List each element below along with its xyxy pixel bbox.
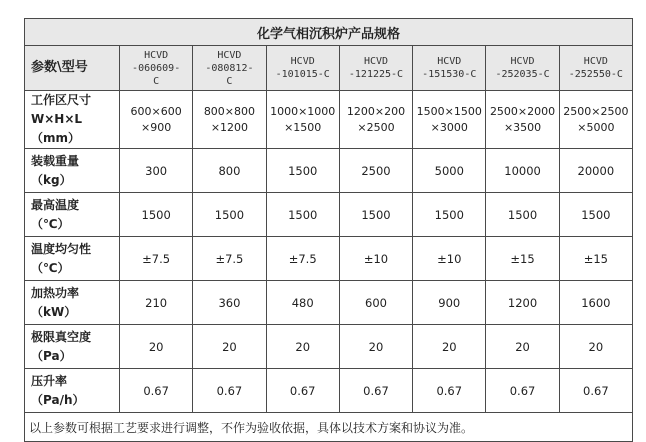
cell-text: 800×800 xyxy=(203,104,256,118)
table-cell: ±15 xyxy=(486,237,559,281)
model-header-cell xyxy=(559,46,632,91)
row-unit: （℃） xyxy=(31,216,70,231)
table-cell xyxy=(559,91,632,149)
model-header-cell xyxy=(266,46,339,91)
table-cell xyxy=(120,91,193,149)
table-cell: 1500 xyxy=(339,193,412,237)
table-cell: 0.67 xyxy=(559,369,632,413)
table-cell: ±10 xyxy=(413,237,486,281)
table-cell: 20 xyxy=(120,325,193,369)
row-label-cell xyxy=(25,281,120,325)
table-cell: 1500 xyxy=(559,193,632,237)
table-row xyxy=(25,149,633,193)
table-cell: 20 xyxy=(193,325,266,369)
row-label-cell xyxy=(25,237,120,281)
param-model-header: 参数\型号 xyxy=(25,46,120,91)
model-header-text: -121225-C xyxy=(348,69,404,80)
row-label-cell xyxy=(25,369,120,413)
table-cell: ±15 xyxy=(559,237,632,281)
table-row xyxy=(25,369,633,413)
table-cell: ±7.5 xyxy=(120,237,193,281)
table-cell: 1500 xyxy=(413,193,486,237)
table-cell: 360 xyxy=(193,281,266,325)
table-cell: 10000 xyxy=(486,149,559,193)
row-label: 温度均匀性 xyxy=(31,241,92,256)
model-header-text: HCVD xyxy=(363,56,389,67)
cell-text: ×900 xyxy=(141,120,172,134)
cell-text: 2500×2500 xyxy=(563,104,629,118)
row-unit: （℃） xyxy=(31,260,70,275)
row-unit: （Pa） xyxy=(31,348,72,363)
table-cell: 2500 xyxy=(339,149,412,193)
table-cell: 20 xyxy=(339,325,412,369)
row-label: 最高温度 xyxy=(31,197,80,212)
row-label: 加热功率 xyxy=(31,285,80,300)
model-header-text: -252550-C xyxy=(568,69,623,80)
row-unit: （kW） xyxy=(31,304,77,319)
cell-text: 1000×1000 xyxy=(270,104,336,118)
table-cell: 0.67 xyxy=(339,369,412,413)
footer-note: 以上参数可根据工艺要求进行调整，不作为验收依据，具体以技术方案和协议为准。 xyxy=(25,413,633,442)
cell-text: 1500×1500 xyxy=(416,104,482,118)
model-header-text: HCVD xyxy=(290,56,315,67)
table-cell: 1500 xyxy=(486,193,559,237)
table-cell: ±10 xyxy=(339,237,412,281)
model-header-text: -151530-C xyxy=(422,69,477,80)
table-cell: 5000 xyxy=(413,149,486,193)
table-cell: 20 xyxy=(413,325,486,369)
model-header-cell xyxy=(339,46,412,91)
model-header-text: HCVD xyxy=(217,49,242,61)
table-row xyxy=(25,237,633,281)
table-cell xyxy=(339,91,412,149)
model-header-text: HCVD xyxy=(510,56,535,67)
table-cell: 20 xyxy=(559,325,632,369)
table-cell: 0.67 xyxy=(486,369,559,413)
spec-table xyxy=(24,18,633,442)
table-cell: 1600 xyxy=(559,281,632,325)
table-cell: 1500 xyxy=(266,149,339,193)
cell-text: ×1500 xyxy=(284,120,322,134)
model-header-cell xyxy=(193,46,266,91)
table-title: 化学气相沉积炉产品规格 xyxy=(25,19,633,46)
model-header-text: HCVD xyxy=(437,56,462,67)
model-header-text: C xyxy=(226,75,233,87)
table-cell: 0.67 xyxy=(413,369,486,413)
table-cell: 1500 xyxy=(120,193,193,237)
model-header-text: HCVD xyxy=(144,49,169,61)
table-cell: 300 xyxy=(120,149,193,193)
row-label-cell xyxy=(25,91,120,149)
model-header-text: C xyxy=(153,75,160,87)
cell-text: ×5000 xyxy=(577,120,615,134)
cell-text: 2500×2000 xyxy=(489,104,556,118)
cell-text: ×1200 xyxy=(210,120,249,134)
cell-text: ×3500 xyxy=(503,120,542,134)
cell-text: 600×600 xyxy=(130,104,182,118)
model-header-text: HCVD xyxy=(583,56,608,67)
row-unit: W×H×L（mm） xyxy=(31,112,83,145)
model-header-cell xyxy=(413,46,486,91)
row-label-cell xyxy=(25,149,120,193)
table-cell: 20000 xyxy=(559,149,632,193)
table-row xyxy=(25,193,633,237)
table-cell: 1200 xyxy=(486,281,559,325)
table-cell: 20 xyxy=(266,325,339,369)
table-cell: 0.67 xyxy=(120,369,193,413)
row-label-cell xyxy=(25,193,120,237)
table-cell: 900 xyxy=(413,281,486,325)
table-cell: 1500 xyxy=(193,193,266,237)
model-header-text: -101015-C xyxy=(275,69,330,80)
model-header-text: -060609- xyxy=(132,62,181,74)
table-cell: 600 xyxy=(339,281,412,325)
table-cell: 0.67 xyxy=(193,369,266,413)
model-header-cell xyxy=(486,46,559,91)
table-cell: ±7.5 xyxy=(266,237,339,281)
table-cell xyxy=(413,91,486,149)
row-label: 极限真空度 xyxy=(31,329,92,344)
model-header-text: -080812- xyxy=(205,62,254,74)
table-cell xyxy=(486,91,559,149)
cell-text: ×2500 xyxy=(357,120,395,134)
table-row xyxy=(25,91,633,149)
model-header-text: -252035-C xyxy=(495,69,550,80)
table-row xyxy=(25,281,633,325)
row-label: 压升率 xyxy=(31,373,68,388)
model-header-cell xyxy=(120,46,193,91)
header-row xyxy=(25,46,633,91)
table-cell: 210 xyxy=(120,281,193,325)
table-cell xyxy=(193,91,266,149)
table-row xyxy=(25,325,633,369)
row-unit: （Pa/h） xyxy=(31,392,85,407)
table-cell: ±7.5 xyxy=(193,237,266,281)
table-cell: 1500 xyxy=(266,193,339,237)
table-cell: 800 xyxy=(193,149,266,193)
row-label: 工作区尺寸 xyxy=(31,93,92,107)
cell-text: 1200×200 xyxy=(346,104,406,118)
table-cell xyxy=(266,91,339,149)
row-label: 装载重量 xyxy=(31,153,80,168)
cell-text: ×3000 xyxy=(430,120,468,134)
table-cell: 0.67 xyxy=(266,369,339,413)
row-unit: （kg） xyxy=(31,172,72,187)
table-cell: 20 xyxy=(486,325,559,369)
table-cell: 480 xyxy=(266,281,339,325)
row-label-cell xyxy=(25,325,120,369)
